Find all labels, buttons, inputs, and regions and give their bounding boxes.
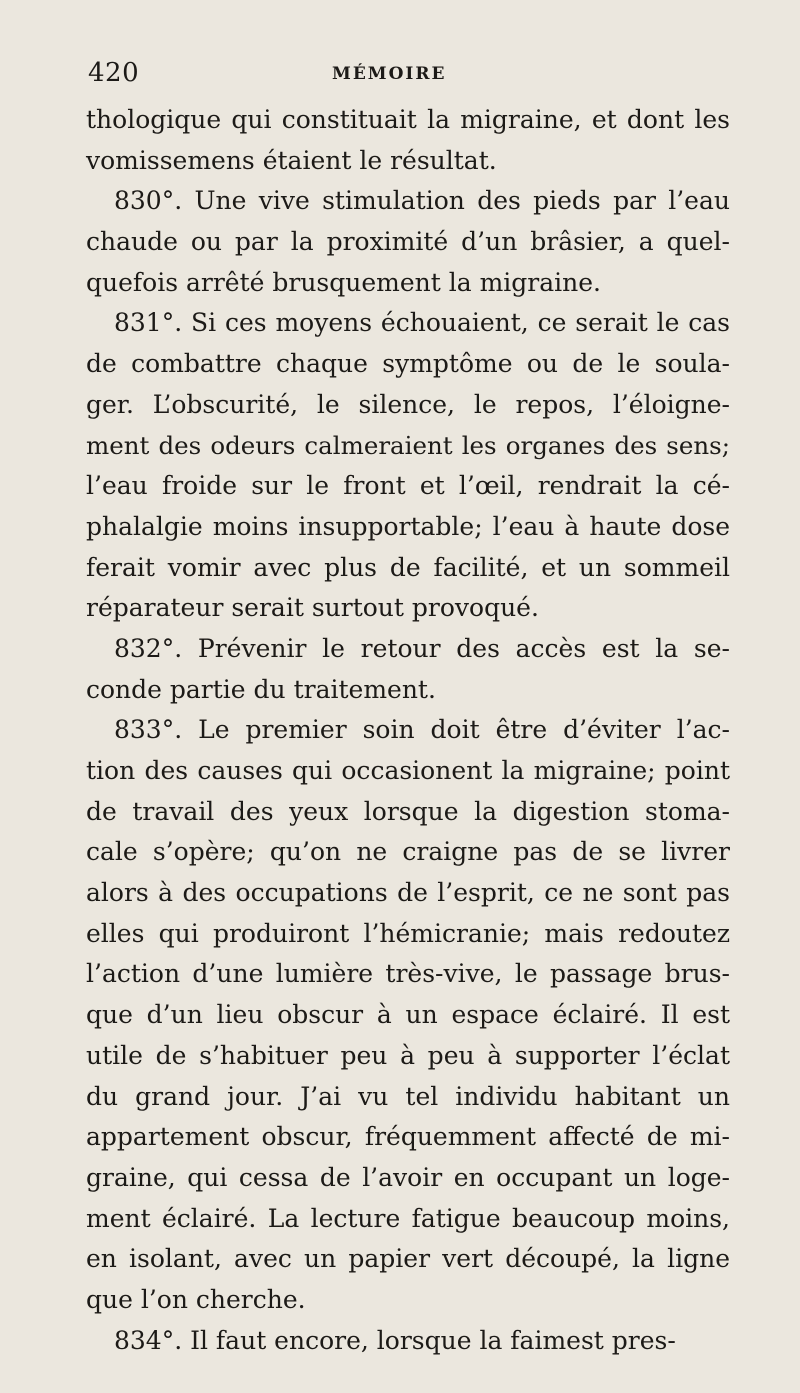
- text-line: phalalgie moins insupportable; l’eau à haute dose: [86, 511, 730, 541]
- text-line: cale s’opère; qu’on ne craigne pas de se livrer: [86, 837, 730, 867]
- text-line: ment des odeurs calmeraient les organes des sens;: [86, 430, 730, 460]
- text-line: de travail des yeux lorsque la digestion stoma-: [86, 796, 730, 826]
- text-line: que d’un lieu obscur à un espace éclairé. Il est: [86, 1000, 730, 1030]
- text-line: chaude ou par la proximité d’un brâsier, a quel-: [86, 227, 730, 257]
- paragraph-831-start: 831°. Si ces moyens échouaient, ce serait le cas: [114, 308, 730, 338]
- text-line: ment éclairé. La lecture fatigue beaucoup moins,: [86, 1203, 730, 1233]
- text-line: du grand jour. J’ai vu tel individu habitant un: [86, 1081, 730, 1111]
- text-line: conde partie du traitement.: [86, 674, 436, 704]
- text-line: de combattre chaque symptôme ou de le soula-: [86, 349, 730, 379]
- text-line: appartement obscur, fréquemment affecté de mi-: [86, 1122, 730, 1152]
- text-line: ger. L’obscurité, le silence, le repos, l’éloigne-: [86, 389, 730, 419]
- text-line: l’eau froide sur le front et l’œil, rendrait la cé-: [86, 471, 730, 501]
- running-head: MÉMOIRE: [332, 64, 447, 84]
- page-header: [88, 58, 728, 92]
- text-line: réparateur serait surtout provoqué.: [86, 593, 539, 623]
- body-text: [86, 100, 730, 1361]
- paragraph-834-start: 834°. Il faut encore, lorsque la faimest pres-: [114, 1325, 676, 1355]
- text-line: vomissemens étaient le résultat.: [86, 145, 497, 175]
- paragraph-833-start: 833°. Le premier soin doit être d’éviter l’ac-: [114, 715, 730, 745]
- paragraph-832-start: 832°. Prévenir le retour des accès est la se-: [114, 633, 730, 663]
- paragraph-830-start: 830°. Une vive stimulation des pieds par l’eau: [114, 186, 730, 216]
- text-line: en isolant, avec un papier vert découpé, la ligne: [86, 1244, 730, 1274]
- text-line: thologique qui constituait la migraine, et dont les: [86, 105, 730, 134]
- text-line: ferait vomir avec plus de facilité, et un sommeil: [86, 552, 730, 582]
- text-line: tion des causes qui occasionent la migraine; point: [86, 756, 730, 785]
- text-line: l’action d’une lumière très-vive, le passage brus-: [86, 959, 730, 989]
- text-line: quefois arrêté brusquement la migraine.: [86, 267, 601, 297]
- page-number: 420: [88, 58, 140, 88]
- text-line: que l’on cherche.: [86, 1284, 306, 1314]
- text-line: alors à des occupations de l’esprit, ce ne sont pas: [86, 878, 730, 908]
- text-line: elles qui produiront l’hémicranie; mais redoutez: [86, 918, 730, 948]
- text-line: graine, qui cessa de l’avoir en occupant un loge-: [86, 1162, 730, 1192]
- text-line: utile de s’habituer peu à peu à supporter l’éclat: [86, 1040, 730, 1070]
